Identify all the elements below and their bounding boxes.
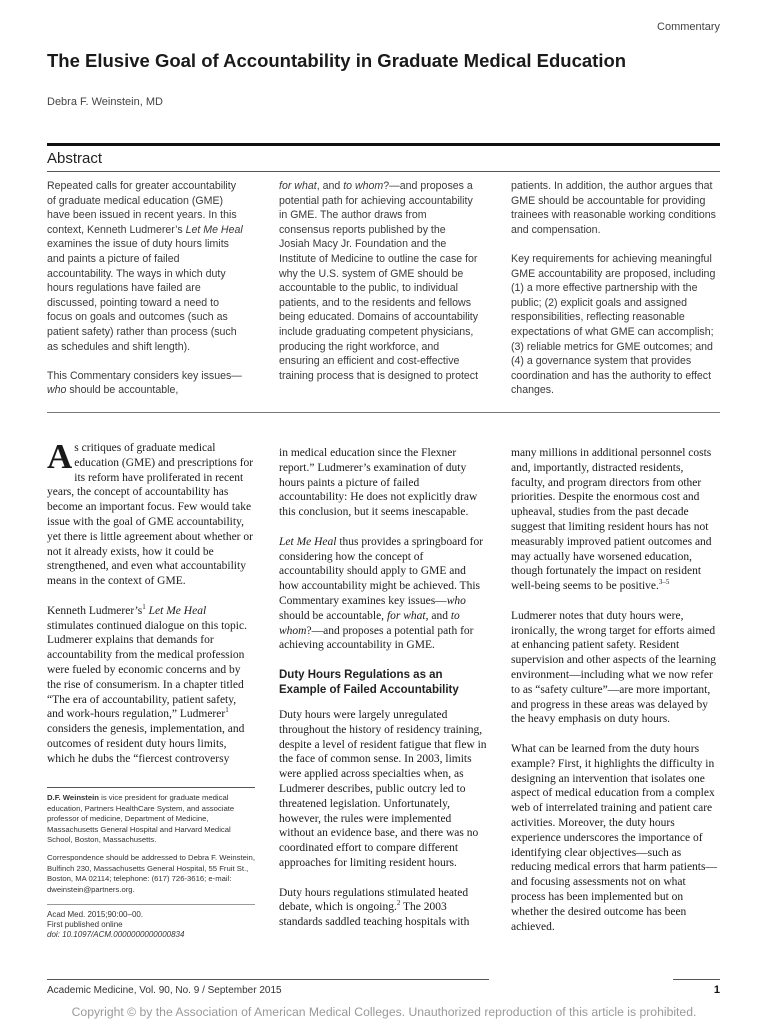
body-paragraph: in medical education since the Flexner report.” Ludmerer’s examination of duty hours paints a picture of failed accountability: He does not explicitly draw this conclusion, but it seems inescapable. [279,447,478,519]
doi: doi: 10.1097/ACM.0000000000000834 [47,930,185,940]
abstract-paragraph: This Commentary considers key issues—who should be accountable, [47,369,242,397]
citation-line: First published online [47,920,123,930]
abstract-heading: Abstract [47,150,103,167]
body-column-2 [279,446,487,945]
abstract-paragraph: for what, and to whom?—and proposes a potential path for achieving accountability in GME. The author draws from consensus reports published by the Josiah Macy Jr. Foundation and the Institute of Medicine to outline the case for why the U.S. system of GME should be accountable to the public, to individual patients, and to the residents and fellows being educated. Domains of accountability include graduating competent physicians, producing the right workforce, and ensuring an efficient and cost-effective training process that is designed to protect [279,180,479,382]
abstract-column-2 [279,179,479,398]
page-number: 1 [713,984,720,996]
abstract-top-rule [47,143,720,146]
article-title: The Elusive Goal of Accountability in Graduate Medical Education [47,50,627,71]
citation-block [47,910,255,941]
body-paragraph: Ludmerer notes that duty hours were, ironically, the wrong target for efforts aimed at enhancing patient safety. Resident supervision and other aspects of the learning environment—including what we now refer to as “safety culture”—are more important, and progress in these areas was delayed by the heavy emphasis on duty hours. [511,609,717,726]
abstract-column-3 [511,179,723,413]
body-paragraph: Let Me Heal thus provides a springboard for considering how the concept of accountability should apply to GME and how accountability might be achieved. This Commentary examines key issues—who should be accountable, for what, and to whom?—and proposes a potential path for achieving accountability in GME. [279,535,484,652]
author-byline: Debra F. Weinstein, MD [47,96,163,108]
body-paragraph: Duty hours were largely unregulated throughout the history of residency training, despite a level of resident fatigue that flew in the face of common sense. In 2003, limits were applied across specialties when, as Ludmerer describes, public outcry led to threatened legislation. Unfortunately, however, the rules were implemented without an evidence base, and there was no coordinated effort to compare different approaches for limiting resident hours. [279,708,487,869]
abstract-paragraph: patients. In addition, the author argues that GME should be accountable for providing trainees with reasonable working conditions and compensation. [511,180,716,236]
journal-footer: Academic Medicine, Vol. 90, No. 9 / September 2015 [47,985,282,996]
citation-rule [47,904,255,905]
body-paragraph: Duty hours regulations stimulated heated debate, which is ongoing.$^2$ The 2003 standards saddled teaching hospitals with [279,886,470,929]
body-paragraph: Kenneth $Ludmerer’s^1$ Let Me Heal stimulates continued dialogue on this topic. Ludmerer explains that demands for accountability from the medical profession were fueled by economic concerns and by the rise of consumerism. In a chapter titled “The era of accountability, patient safety, and work-hours regulation,” Ludmerer$^1$ considers the genesis, implementation, and outcomes of resident duty hours limits, which he dubs the “fiercest controversy [47,602,247,765]
footer-rule-short [673,979,720,980]
footer-rule [47,979,489,980]
body-column-3 [511,446,719,949]
abstract-bottom-rule [47,412,720,413]
body-paragraph: As critiques of graduate medical education (GME) and prescriptions for its reform have proliferated in recent years, the concept of accountability has become an important focus. Few would take issue with the goal of GME accountability, yet there is little agreement about whether or not it already exists, how it could be strengthened, and even what accountability means in the context of GME. [47,437,254,588]
abstract-paragraph: Repeated calls for greater accountability of graduate medical education (GME) have been issued in recent years. In this context, Kenneth Ludmerer’s Let Me Heal examines the issue of duty hours limits and paints a picture of failed accountability. The ways in which duty hours regulations have failed are discussed, pointing toward a need to focus on goals and outcomes (such as patient safety) rather than process (such as schedules and shift length). [47,180,243,353]
body-paragraph: What can be learned from the duty hours example? First, it highlights the difficulty in designing an intervention that isolates one aspect of medical education from a complex web of interrelated training and patient care activities. Moreover, the duty hours experience underscores the importance of identifying clear objectives—such as reducing medical errors that harm patients—and focusing assessments not on what process has been implemented but on whether the desired outcome has been achieved. [511,742,717,933]
copyright-notice: Copyright © by the Association of American Medical Colleges. Unauthorized reproduction of this article is prohibited. [71,1005,697,1019]
bio-rule [47,787,255,788]
body-column-1 [47,437,255,781]
abstract-column-1 [47,179,247,413]
section-subheading: Duty Hours Regulations as an Example of Failed Accountability [279,668,459,696]
abstract-paragraph: Key requirements for achieving meaningful GME accountability are proposed, including (1) a more effective partnership with the public; (2) explicit goals and assigned responsibilities, reflecting reasonable expectations of what GME can accomplish; (3) reliable metrics for GME outcomes; and (4) a governance system that provides coordination and has the authority to effect changes. [511,252,716,397]
abstract-heading-rule [47,171,720,172]
section-label: Commentary [657,21,720,33]
body-paragraph: many millions in additional personnel costs and, importantly, distracted residents, faculty, and program directors from other priorities. Despite the enormous cost and upheaval, studies from the past decade suggest that limiting resident hours has not measurably improved patient outcomes and may actually have worsened education, though fortunately the impact on resident well-being seems to be positive.$^{3-5}$ [511,447,712,593]
bio-paragraph: D.F. Weinstein is vice president for graduate medical education, Partners HealthCare System, and associate professor of medicine, Department of Medicine, Massachusetts General Hospital and Harvard Medical School, Boston, Massachusetts. [47,793,235,845]
author-bio [47,793,255,902]
drop-cap: A [47,437,73,476]
citation-line: Acad Med. 2015;90:00–00. [47,910,144,919]
correspondence: Correspondence should be addressed to Debra F. Weinstein, Bulfinch 230, Massachusetts General Hospital, 55 Fruit St., Boston, MA 02114; telephone: (617) 726-3616; e-mail: dweinstein@partners.org. [47,852,255,894]
